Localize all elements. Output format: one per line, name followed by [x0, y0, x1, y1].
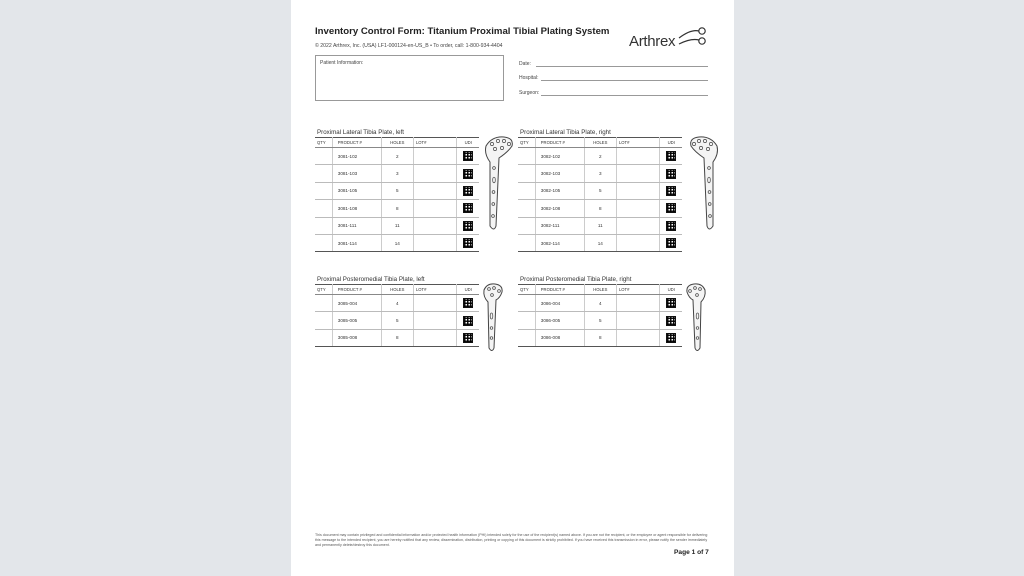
col-qty: QTY — [518, 138, 535, 148]
udi-cell — [660, 148, 682, 165]
col-holes: HOLES — [584, 285, 616, 295]
udi-cell — [457, 182, 479, 199]
qty-cell[interactable] — [518, 200, 535, 217]
lot-cell[interactable] — [413, 329, 456, 346]
section-title-posteromedial-right: Proximal Posteromedial Tibia Plate, right — [520, 276, 632, 283]
inventory-table-posteromedial-left — [315, 284, 479, 347]
date-field[interactable] — [536, 66, 708, 67]
udi-barcode-icon — [463, 221, 473, 231]
udi-barcode-icon — [666, 186, 676, 196]
holes-count: 8 — [584, 329, 616, 346]
udi-barcode-icon — [666, 298, 676, 308]
lot-cell[interactable] — [616, 200, 659, 217]
holes-count: 5 — [381, 312, 413, 329]
holes-count: 5 — [381, 182, 413, 199]
lot-cell[interactable] — [616, 182, 659, 199]
lot-cell[interactable] — [413, 200, 456, 217]
qty-cell[interactable] — [518, 234, 535, 251]
udi-barcode-icon — [463, 186, 473, 196]
section-title-lateral-right: Proximal Lateral Tibia Plate, right — [520, 129, 611, 136]
col-lot: LOT# — [616, 285, 659, 295]
table-row — [518, 234, 682, 251]
udi-barcode-icon — [666, 151, 676, 161]
qty-cell[interactable] — [315, 234, 332, 251]
col-lot: LOT# — [413, 285, 456, 295]
udi-barcode-icon — [666, 316, 676, 326]
table-row — [315, 312, 479, 329]
col-udi: UDI — [660, 138, 682, 148]
table-row — [518, 148, 682, 165]
udi-cell — [457, 312, 479, 329]
udi-barcode-icon — [463, 151, 473, 161]
lot-cell[interactable] — [616, 295, 659, 312]
product-number: 3086-008 — [535, 329, 584, 346]
product-number: 3081-114 — [332, 234, 381, 251]
inventory-table-lateral-left — [315, 137, 479, 252]
udi-barcode-icon — [463, 298, 473, 308]
table-row — [518, 329, 682, 346]
udi-barcode-icon — [463, 333, 473, 343]
col-product: PRODUCT # — [535, 285, 584, 295]
udi-cell — [457, 148, 479, 165]
lot-cell[interactable] — [413, 148, 456, 165]
inventory-table-posteromedial-right — [518, 284, 682, 347]
col-holes: HOLES — [381, 138, 413, 148]
product-number: 3086-004 — [535, 295, 584, 312]
udi-barcode-icon — [463, 203, 473, 213]
holes-count: 14 — [381, 234, 413, 251]
holes-count: 11 — [381, 217, 413, 234]
qty-cell[interactable] — [315, 312, 332, 329]
hospital-field[interactable] — [541, 80, 708, 81]
table-row — [518, 295, 682, 312]
lot-cell[interactable] — [413, 312, 456, 329]
table-row — [315, 217, 479, 234]
qty-cell[interactable] — [518, 182, 535, 199]
udi-barcode-icon — [666, 169, 676, 179]
form-title: Inventory Control Form: Titanium Proximal Tibial Plating System — [315, 26, 610, 37]
product-number: 3082-114 — [535, 234, 584, 251]
udi-barcode-icon — [666, 238, 676, 248]
product-number: 3085-008 — [332, 329, 381, 346]
table-row — [315, 295, 479, 312]
qty-cell[interactable] — [315, 329, 332, 346]
udi-cell — [457, 329, 479, 346]
patient-information-box[interactable] — [315, 55, 504, 101]
logo-wordmark: Arthrex — [629, 33, 676, 50]
udi-cell — [660, 329, 682, 346]
udi-cell — [660, 295, 682, 312]
udi-cell — [457, 200, 479, 217]
product-number: 3082-103 — [535, 165, 584, 182]
udi-barcode-icon — [666, 333, 676, 343]
table-row — [315, 200, 479, 217]
surgeon-field[interactable] — [541, 95, 708, 96]
lot-cell[interactable] — [413, 182, 456, 199]
hospital-label: Hospital: — [519, 75, 539, 81]
table-row — [315, 182, 479, 199]
qty-cell[interactable] — [315, 295, 332, 312]
col-qty: QTY — [518, 285, 535, 295]
qty-cell[interactable] — [518, 217, 535, 234]
col-holes: HOLES — [584, 138, 616, 148]
table-row — [518, 217, 682, 234]
qty-cell[interactable] — [518, 295, 535, 312]
holes-count: 11 — [584, 217, 616, 234]
product-number: 3085-004 — [332, 295, 381, 312]
product-number: 3081-102 — [332, 148, 381, 165]
qty-cell[interactable] — [315, 148, 332, 165]
col-lot: LOT# — [616, 138, 659, 148]
col-holes: HOLES — [381, 285, 413, 295]
udi-cell — [660, 234, 682, 251]
table-row — [518, 182, 682, 199]
table-row — [315, 148, 479, 165]
col-qty: QTY — [315, 138, 332, 148]
table-row — [518, 200, 682, 217]
holes-count: 5 — [584, 182, 616, 199]
udi-cell — [660, 182, 682, 199]
col-udi: UDI — [457, 138, 479, 148]
holes-count: 8 — [381, 200, 413, 217]
product-number: 3086-005 — [535, 312, 584, 329]
product-number: 3082-111 — [535, 217, 584, 234]
udi-cell — [660, 217, 682, 234]
qty-cell[interactable] — [518, 329, 535, 346]
lot-cell[interactable] — [413, 217, 456, 234]
col-udi: UDI — [660, 285, 682, 295]
lot-cell[interactable] — [413, 165, 456, 182]
col-product: PRODUCT # — [332, 285, 381, 295]
scissors-logo-icon — [629, 24, 713, 52]
holes-count: 2 — [584, 148, 616, 165]
col-qty: QTY — [315, 285, 332, 295]
table-row — [518, 312, 682, 329]
copyright-order-line: © 2022 Arthrex, Inc. (USA) LF1-000124-en-US_B • To order, call: 1-800-934-4404 — [315, 43, 503, 49]
product-number: 3081-103 — [332, 165, 381, 182]
lot-cell[interactable] — [616, 148, 659, 165]
product-number: 3081-105 — [332, 182, 381, 199]
holes-count: 5 — [584, 312, 616, 329]
section-title-lateral-left: Proximal Lateral Tibia Plate, left — [317, 129, 405, 136]
holes-count: 8 — [381, 329, 413, 346]
inventory-table-lateral-right — [518, 137, 682, 252]
holes-count: 4 — [381, 295, 413, 312]
holes-count: 4 — [584, 295, 616, 312]
lot-cell[interactable] — [616, 217, 659, 234]
lot-cell[interactable] — [616, 329, 659, 346]
table-row — [315, 165, 479, 182]
udi-cell — [660, 312, 682, 329]
holes-count: 8 — [584, 200, 616, 217]
holes-count: 3 — [381, 165, 413, 182]
page-number: Page 1 of 7 — [674, 549, 709, 556]
lot-cell[interactable] — [413, 234, 456, 251]
holes-count: 3 — [584, 165, 616, 182]
udi-barcode-icon — [666, 221, 676, 231]
udi-barcode-icon — [463, 169, 473, 179]
surgeon-label: Surgeon: — [519, 90, 540, 96]
product-number: 3081-111 — [332, 217, 381, 234]
qty-cell[interactable] — [518, 165, 535, 182]
col-udi: UDI — [457, 285, 479, 295]
product-number: 3081-108 — [332, 200, 381, 217]
lateral-plate-left-illustration — [482, 134, 518, 234]
udi-cell — [457, 217, 479, 234]
qty-cell[interactable] — [315, 182, 332, 199]
date-label: Date: — [519, 61, 531, 67]
product-number: 3085-005 — [332, 312, 381, 329]
col-product: PRODUCT # — [332, 138, 381, 148]
lot-cell[interactable] — [616, 234, 659, 251]
qty-cell[interactable] — [315, 217, 332, 234]
form-page — [291, 0, 734, 576]
product-number: 3082-102 — [535, 148, 584, 165]
lot-cell[interactable] — [616, 165, 659, 182]
udi-barcode-icon — [463, 316, 473, 326]
udi-cell — [660, 200, 682, 217]
lot-cell[interactable] — [616, 312, 659, 329]
udi-barcode-icon — [463, 238, 473, 248]
udi-cell — [457, 165, 479, 182]
lot-cell[interactable] — [413, 295, 456, 312]
posteromedial-plate-right-illustration — [684, 282, 708, 354]
arthrex-logo — [629, 24, 713, 52]
holes-count: 2 — [381, 148, 413, 165]
col-lot: LOT# — [413, 138, 456, 148]
posteromedial-plate-left-illustration — [481, 282, 505, 354]
holes-count: 14 — [584, 234, 616, 251]
table-row — [518, 165, 682, 182]
udi-barcode-icon — [666, 203, 676, 213]
qty-cell[interactable] — [518, 312, 535, 329]
product-number: 3082-108 — [535, 200, 584, 217]
qty-cell[interactable] — [315, 200, 332, 217]
lateral-plate-right-illustration — [685, 134, 721, 234]
udi-cell — [457, 234, 479, 251]
table-row — [315, 234, 479, 251]
udi-cell — [457, 295, 479, 312]
confidentiality-disclaimer: This document may contain privileged and confidential information and/or protected health information (PHI) intended solely for the use of the recipient(s) named above. If you are not the recipient, or the employee or agent responsible for delivering this message to the intended recipient, you are hereby notified that any review, dissemination, distribution, printing or copying of this document is strictly prohibited. If you have received this transmission in error, please notify the sender immediately and permanently delete/destroy this document. — [315, 533, 708, 547]
qty-cell[interactable] — [518, 148, 535, 165]
product-number: 3082-105 — [535, 182, 584, 199]
col-product: PRODUCT # — [535, 138, 584, 148]
udi-cell — [660, 165, 682, 182]
patient-information-label: Patient Information: — [320, 60, 364, 66]
table-row — [315, 329, 479, 346]
qty-cell[interactable] — [315, 165, 332, 182]
section-title-posteromedial-left: Proximal Posteromedial Tibia Plate, left — [317, 276, 425, 283]
